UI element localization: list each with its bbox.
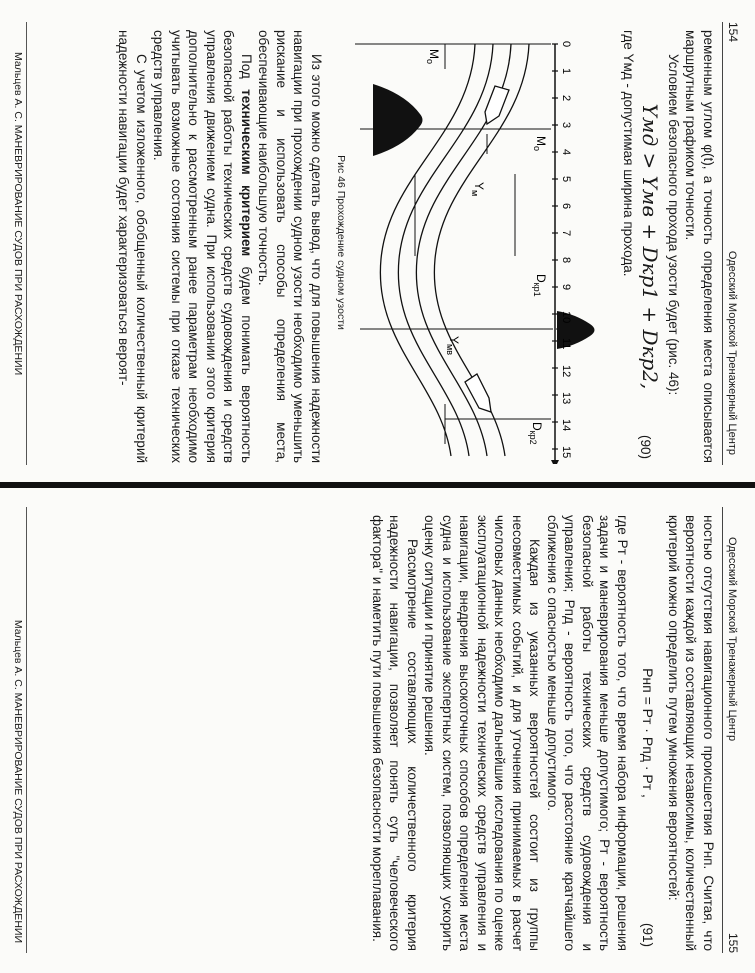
shoal-bottom	[373, 84, 423, 156]
ship-outline	[465, 374, 491, 412]
page-header	[722, 507, 745, 953]
paragraph	[150, 30, 255, 463]
axis-tick-label: 2	[560, 95, 572, 102]
page-number: 154	[726, 22, 740, 43]
label-ymv: $Y_{мв}$	[445, 336, 461, 355]
axis-tick-label: 5	[560, 176, 572, 183]
paragraph: Условием безопасного прохода узости будет (рис. 46):	[666, 54, 681, 396]
formula-text: Pнп = Pт · Pпд · Pт ,	[640, 668, 657, 798]
paragraph: где Yмд - допустимая ширина прохода.	[621, 30, 636, 277]
text-block	[369, 515, 718, 951]
equation-number: (91)	[640, 922, 656, 947]
strait-diagram	[345, 24, 595, 464]
running-title: Одесский Морской Тренажерный Центр	[726, 250, 738, 455]
label-mo: $M_о$	[532, 136, 548, 152]
axis-tick-label: 4	[560, 149, 572, 156]
paragraph: С учетом изложенного, обобщенный количественный критерий надежности навигации будет характеризоваться вероят-	[116, 30, 149, 463]
label-dkr1: $D_{кр1}$	[532, 274, 548, 297]
formula-91	[639, 515, 657, 951]
axis-tick-label: 11	[560, 338, 572, 350]
axis-tick-label: 0	[560, 41, 572, 48]
formula-90	[638, 30, 663, 463]
paragraph: ременным углом φ(t), а точность определения места описывается маршрутным графиком точности.	[683, 30, 716, 463]
paragraph: Каждая из указанных вероятностей состоит из группы несовместимых событий, и для уточнения принимаемых в расчет числовых данных необходимо дальнейшие исследования по оценке эксплуатационной надежности технических средств управления и навигации, внедрения высокоточных способов определения места судна и использование экспертных систем, позволяющих ускорить оценку ситуации и принятие решения.	[422, 515, 543, 951]
axis-tick-label: 13	[560, 392, 572, 405]
axis-tick-label: 3	[560, 122, 572, 129]
page-number: 155	[726, 932, 740, 953]
text-block-bottom	[115, 30, 325, 463]
label-dkr2: $D_{кр2}$	[528, 422, 544, 445]
label-ym: $Y_м$	[470, 182, 486, 197]
page-header	[722, 22, 745, 465]
label-mo: $M_о$	[425, 49, 441, 65]
axis-tick-label: 7	[560, 230, 572, 237]
axis-tick-label: 14	[560, 419, 572, 432]
axis-tick-label: 10	[560, 311, 572, 324]
text-run: будем понимать вероятность безопасной работы технических средств судовождения и средств управления движением судна. При использовании этого критерия дополнительно к рассмотренным ранее параметрам необходимо учитывать возможные состояния системы при отказе технических средств управления.	[151, 30, 254, 463]
bold-term: техническим критерием	[239, 89, 254, 257]
footer-text: Мальцев А. С. МАНЕВРИРОВАНИЕ СУДОВ ПРИ РАСХОЖДЕНИИ	[12, 619, 24, 943]
footer-text: Мальцев А. С. МАНЕВРИРОВАНИЕ СУДОВ ПРИ РАСХОЖДЕНИИ	[12, 52, 24, 376]
figure-46	[345, 24, 595, 464]
axis-tick-label: 15	[560, 446, 572, 459]
axis-tick-label: 12	[560, 365, 572, 378]
formula-text: Yмд > Yмв + Dкр1 + Dкр2,	[638, 103, 663, 390]
page-155	[0, 485, 755, 973]
axis-arrow	[551, 460, 559, 464]
equation-number: (90)	[638, 434, 654, 459]
axis-tick-label: 1	[560, 68, 572, 75]
paragraph: где Pт - вероятность того, что время набора информации, решения задачи и маневрирования меньше допустимого; Pт - вероятность безопасной работы технических средств судовождения и управления; Pпд - вероятность того, что расстояние кратчайшего сближения с опасностью меньше допустимого.	[545, 515, 630, 951]
running-title: Одесский Морской Тренажерный Центр	[726, 537, 738, 742]
axis-tick-label: 8	[560, 257, 572, 264]
paragraph: Из этого можно сделать вывод, что для повышения надежности навигации при прохождении судном узости необходимо уменьшить рискание и использовать способы определения места, обеспечивающие наибольшую точность.	[256, 30, 324, 463]
axis-tick-label: 9	[560, 284, 572, 291]
figure-caption: Рис 46 Прохождение судном узости	[335, 155, 347, 330]
page-154	[0, 0, 755, 485]
axis-tick-label: 6	[560, 203, 572, 210]
page-footer	[10, 507, 27, 953]
text-run: Под	[239, 54, 254, 90]
paragraph: ностью отсутствия навигационного происшествия Pнп. Считая, что вероятности каждой из составляющих независимы, количественный критерий можно определить путем умножения вероятностей:	[666, 515, 716, 951]
text-block-top	[620, 30, 718, 463]
paragraph: Рассмотрение составляющих количественного критерия надежности навигации, позволяет понять суть "человеческого фактора" и наметить пути повышения безопасности мореплавания.	[370, 515, 420, 951]
page-footer	[10, 22, 27, 465]
